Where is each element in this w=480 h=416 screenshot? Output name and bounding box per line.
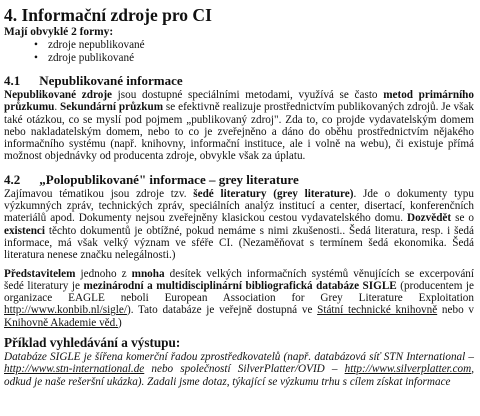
bold-text: mezinárodní a multidisciplinární bibliografická databáze SIGLE — [83, 279, 397, 292]
section-4-1-paragraph — [4, 89, 474, 163]
section-number: 4.2 — [4, 171, 21, 187]
document-page — [4, 0, 474, 388]
list-item: • zdroje nepublikované — [34, 39, 474, 52]
example-heading: Příklad vyhledávání a výstupu: — [4, 335, 181, 351]
list-item: • zdroje publikované — [34, 52, 474, 65]
text-run: (producentem je organizace EAGLE neboli European Association for Grey Literature Exploitation — [4, 279, 474, 305]
section-number: 4.1 — [4, 73, 21, 88]
text-run: se o — [451, 212, 474, 225]
forms-lead: Mají obvyklé 2 formy: — [4, 26, 114, 38]
link[interactable]: http://www.silverplatter.com — [344, 363, 472, 376]
bold-text: Nepublikované zdroje — [4, 89, 113, 101]
text-run: desítek velkých informačních systémů věnujících se excerpování šedé literatury je — [4, 267, 474, 292]
text-run: . Jde o dokumenty typu výzkumných zpráv, technických zpráv, speciálních analýz institucí a center, disertací, konferenčních materiálů apod. Dokumenty nejsou zveřejněny klasickou cestou vydavatelského domu. — [4, 187, 474, 225]
bold-text: šedé literatury (grey literature) — [193, 187, 354, 200]
section-4-2-paragraph-1 — [4, 188, 474, 262]
link[interactable]: Státní technické knihovně — [317, 304, 438, 317]
link[interactable]: http://www.konbib.nl/sigle/ — [4, 304, 127, 317]
text-run: ). Tato databáze je veřejně dostupná ve — [126, 304, 318, 317]
bold-text: existenci — [4, 224, 46, 237]
section-title: „Polopublikované" informace – grey literature — [39, 171, 299, 187]
text-run: . — [54, 101, 61, 114]
text-run: ) — [118, 316, 122, 329]
text-run: nebo v — [437, 304, 474, 317]
text-run: se efektivně realizuje prostřednictvím publikovaných zdrojů. Je však také otázkou, co se myslí pod pojmem „publikovaný zdroj". Zda to, co projde vydavatelským domem nebo nakladatelským domem, nebo to co je zveřejněno a dáno do oběhu prostřednictvím nějakého informačního systému (např. knihovny, informační instituce, ale i volně na webu), či existuje přímá možnost objednávky od producenta zdroje, obvykle však za úplatu. — [4, 101, 474, 163]
bold-text: Sekundární průzkum — [60, 101, 164, 114]
section-title: Nepublikované informace — [39, 73, 183, 88]
text-run: těchto dokumentů je obtížné, pokud nemáme s nimi zkušenosti.. Šedá literatura, resp. i šedá informace, má však velký význam ve sféře CI. (Nezaměňovat s termínem šedá ekonomika. Šedá literatura nenese značku nelegálnosti.) — [4, 224, 474, 262]
chapter-number: 4. — [4, 5, 18, 25]
section-4-2-paragraph-2 — [4, 268, 474, 329]
example-paragraph — [4, 351, 474, 388]
text-run: jsou dostupné speciálními metodami, využívá se často — [112, 89, 384, 101]
bold-text: Představitelem — [4, 267, 76, 280]
section-heading-4-2 — [4, 172, 474, 188]
text-run: Zajímavou tématikou jsou zdroje tzv. — [4, 187, 194, 200]
chapter-title: Informační zdroje pro CI — [21, 5, 212, 25]
bold-text: mnoha — [131, 267, 165, 280]
text-run: nebo společností SilverPlatter/OVID – — [144, 363, 345, 376]
forms-list — [4, 39, 474, 64]
chapter-heading — [4, 0, 474, 26]
bold-text: metod primárního průzkumu — [4, 89, 474, 114]
link[interactable]: http://www.stn-international.de — [4, 363, 145, 376]
bold-text: Dozvědět — [407, 212, 452, 225]
section-heading-4-1 — [4, 73, 474, 89]
text-run: Databáze SIGLE je šířena komerční řadou zprostředkovatelů (např. databázová síť STN International – — [4, 351, 474, 364]
text-run: jednoho z — [75, 267, 132, 280]
text-run: , odkud je naše rešeršní ukázka). Zadali jsme dotaz, týkající se výzkumu trhu s cílem získat informace — [4, 363, 474, 388]
link[interactable]: Knihovně Akademie věd. — [4, 316, 119, 329]
